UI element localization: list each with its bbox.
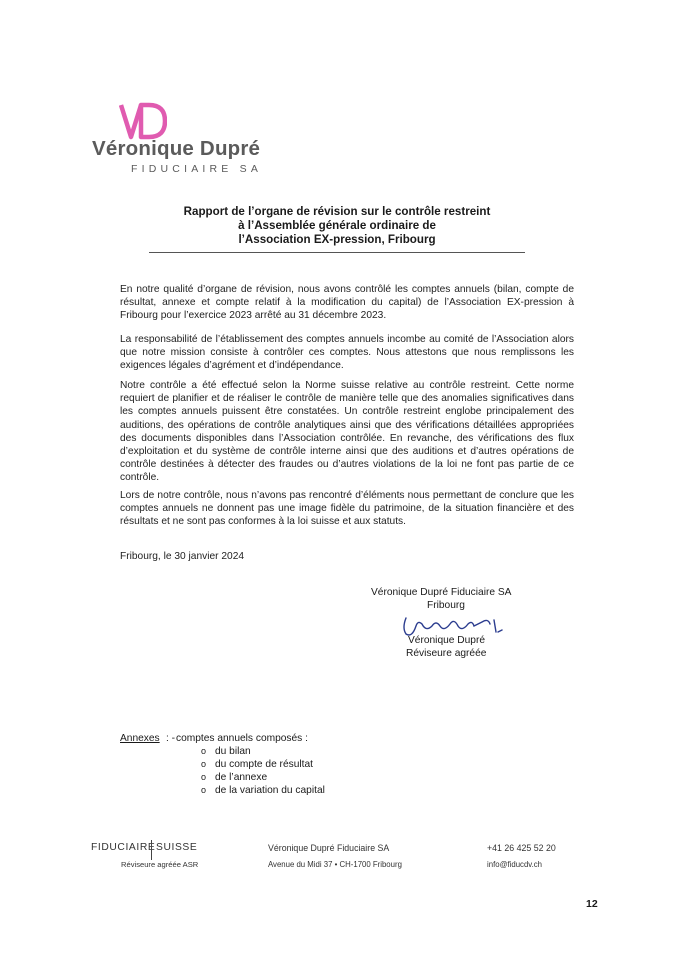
paragraph-conclusion: Lors de notre contrôle, nous n’avons pas rencontré d’éléments nous permettant de conclure que les comptes annuels ne donnent pas une image fidèle du patrimoine, de la situation financière et des résultats et ne sont pas conformes à la loi suisse et aux statuts.: [120, 490, 574, 528]
paragraph-responsibility: La responsabilité de l’établissement des comptes annuels incombe au comité de l’Association alors que notre mission consiste à contrôler ces comptes. Nous attestons que nous remplissons les exigences légales d’agrément et d’indépendance.: [120, 334, 574, 372]
bullet-icon: o: [201, 785, 207, 795]
signature-role: Réviseure agréée: [406, 648, 487, 659]
place-date: Fribourg, le 30 janvier 2024: [120, 551, 245, 562]
company-logo-subtitle: FIDUCIAIRE SA: [131, 163, 263, 175]
annex-item-label: de l’annexe: [215, 772, 268, 783]
title-divider: [149, 252, 525, 253]
bullet-icon: o: [201, 772, 207, 782]
report-title-line: Rapport de l’organe de révision sur le contrôle restreint: [183, 205, 491, 218]
annexes-intro: comptes annuels composés :: [176, 733, 308, 744]
annex-item: [201, 772, 267, 783]
footer-email: info@fiducdv.ch: [487, 860, 543, 869]
footer-brand-divider: [151, 840, 152, 860]
annexes-label: Annexes: [120, 733, 160, 744]
paragraph-scope: En notre qualité d’organe de révision, nous avons contrôlé les comptes annuels (bilan, compte de résultat, annexe et compte relatif à la modification du capital) de l’Association EX-pression à Fribourg pour l’exercice 2023 arrêté au 31 décembre 2023.: [120, 284, 574, 322]
footer-address: Avenue du Midi 37 • CH-1700 Fribourg: [268, 860, 402, 869]
bullet-icon: o: [201, 746, 207, 756]
signature-name: Véronique Dupré: [408, 635, 486, 646]
footer-phone: +41 26 425 52 20: [487, 843, 556, 853]
footer-reviseur: Réviseure agréée ASR: [121, 860, 199, 869]
report-title-line: à l’Assemblée générale ordinaire de: [238, 219, 436, 233]
company-logo-name: Véronique Dupré: [92, 137, 261, 160]
paragraph-standard: Notre contrôle a été effectué selon la Norme suisse relative au contrôle restreint. Cette norme requiert de planifier et de réaliser le contrôle de manière telle que des anomalies significatives dans les comptes annuels puissent être constatées. Un contrôle restreint englobe principalement des auditions, des opérations de contrôle analytiques ainsi que des vérifications détaillées appropriées des documents disponibles dans l’Association contrôlée. En revanche, des vérifications des flux d’exploitation et du système de contrôle interne ainsi que des auditions et d’autres opérations de contrôle destinées à détecter des fraudes ou d’autres violations de la loi ne font pas partie de ce contrôle.: [120, 380, 574, 484]
report-title: [150, 205, 524, 248]
footer-company: Véronique Dupré Fiduciaire SA: [268, 843, 390, 853]
annex-item-label: de la variation du capital: [215, 785, 325, 796]
annex-item-label: du compte de résultat: [215, 759, 313, 770]
annex-item-label: du bilan: [215, 746, 251, 757]
annex-item: [201, 746, 251, 757]
signature-city: Fribourg: [427, 600, 465, 611]
annex-item: [201, 759, 313, 770]
signature-company: Véronique Dupré Fiduciaire SA: [371, 587, 512, 598]
annex-item: [201, 785, 325, 796]
page-number: 12: [586, 898, 598, 910]
company-logo-monogram: [119, 101, 167, 141]
report-title-line: l’Association EX-pression, Fribourg: [238, 233, 436, 247]
footer-brand-right: SUISSE: [156, 842, 198, 853]
footer-brand-left: FIDUCIAIRE: [91, 842, 156, 853]
annexes-separator: : -: [166, 733, 176, 744]
bullet-icon: o: [201, 759, 207, 769]
